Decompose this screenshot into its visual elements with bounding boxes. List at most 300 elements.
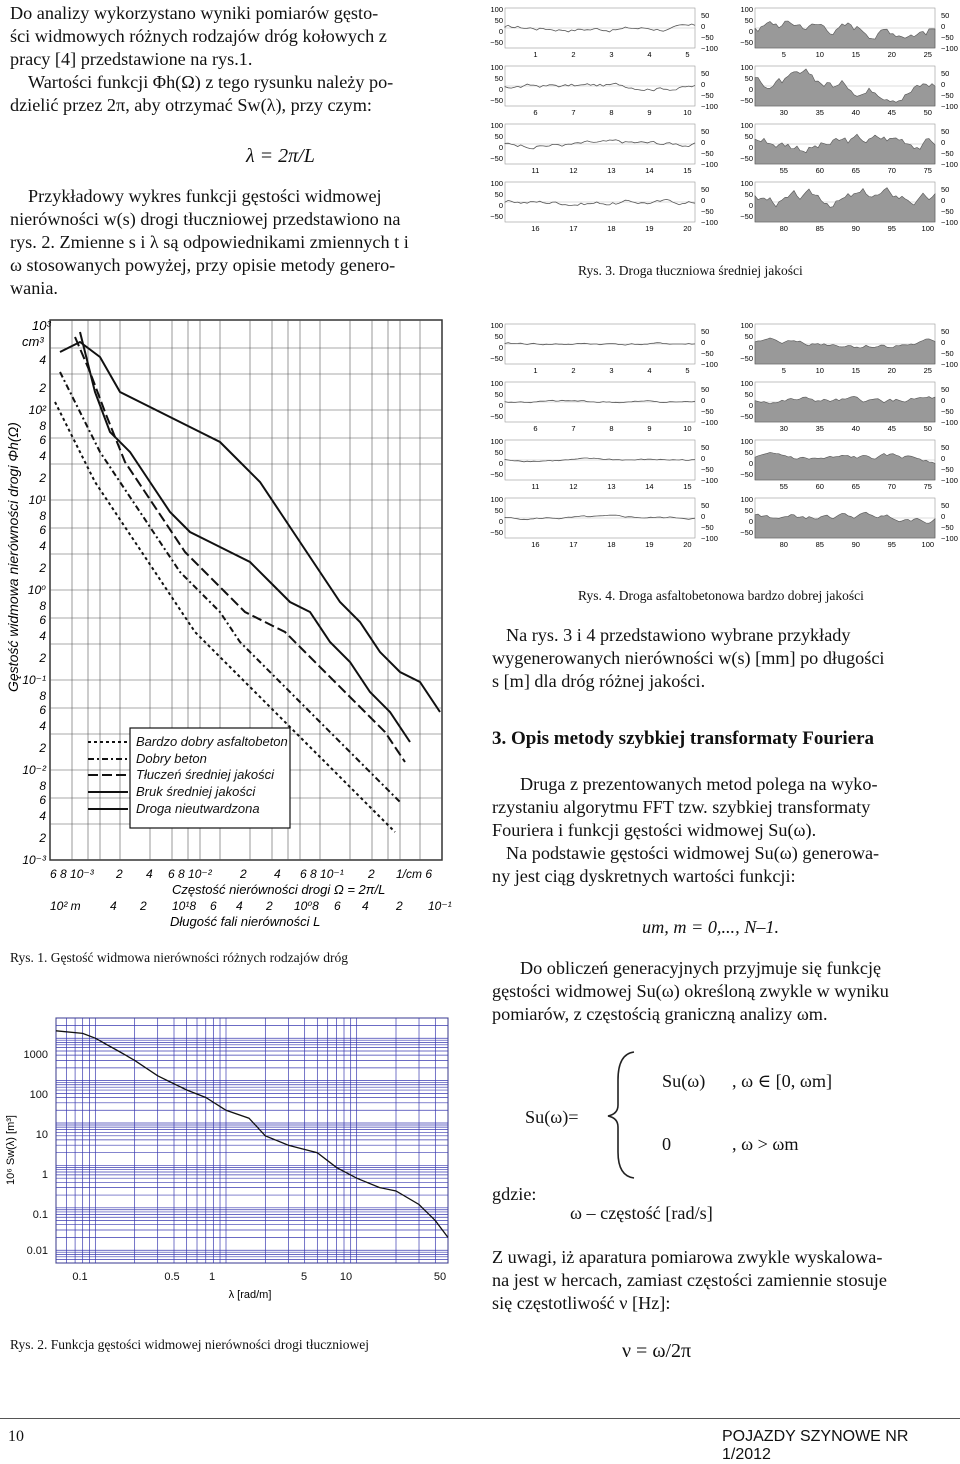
svg-text:10⁰: 10⁰ bbox=[27, 583, 46, 597]
fig2-xtick: 5 bbox=[300, 1271, 308, 1283]
profile-ytick: −50 bbox=[740, 470, 753, 479]
profile-ytick: −50 bbox=[941, 91, 954, 100]
fig2-xtick: 0.5 bbox=[164, 1271, 180, 1283]
profile-ytick: 0 bbox=[498, 143, 503, 152]
profile-ytick: 0 bbox=[701, 138, 706, 147]
profile-xtick: 40 bbox=[851, 424, 860, 433]
fig2-xtick: 10 bbox=[339, 1271, 353, 1283]
profile-ytick: −100 bbox=[701, 44, 718, 53]
profile-ytick: 50 bbox=[941, 385, 950, 394]
text-line: Na rys. 3 i 4 przedstawiono wybrane przykłady bbox=[506, 625, 851, 645]
profile-ytick: 50 bbox=[701, 69, 710, 78]
profile-ytick: −50 bbox=[490, 96, 503, 105]
svg-text:10⁻¹: 10⁻¹ bbox=[22, 673, 46, 687]
svg-text:10⁻¹: 10⁻¹ bbox=[428, 899, 452, 913]
profile-xtick: 19 bbox=[645, 224, 654, 233]
fig4-svg bbox=[490, 316, 960, 561]
text-line: pomiarów, z częstością graniczną analizy ωm. bbox=[492, 1004, 828, 1024]
svg-text:2: 2 bbox=[396, 899, 403, 913]
svg-text:2: 2 bbox=[39, 561, 46, 575]
svg-text:10¹8: 10¹8 bbox=[172, 899, 197, 913]
profile-ytick: −50 bbox=[941, 149, 954, 158]
fig2-xticks bbox=[72, 1271, 446, 1283]
profile-ytick: 50 bbox=[744, 332, 753, 341]
svg-text:4: 4 bbox=[39, 539, 46, 553]
profile-ytick: −100 bbox=[701, 534, 718, 543]
fig1-xlabel2: Długość fali nierówności L bbox=[170, 914, 321, 929]
text-line: się częstotliwość ν [Hz]: bbox=[492, 1293, 671, 1313]
profile-xtick: 60 bbox=[815, 166, 824, 175]
formula-u: um, m = 0,..., N–1. bbox=[642, 917, 780, 937]
fig2-xtick: 1 bbox=[208, 1271, 216, 1283]
profile-ytick: −100 bbox=[701, 218, 718, 227]
svg-text:4: 4 bbox=[39, 353, 46, 367]
svg-text:10⁻²: 10⁻² bbox=[22, 763, 46, 777]
profile-ytick: 50 bbox=[941, 69, 950, 78]
profile-ytick: −50 bbox=[490, 154, 503, 163]
profile-ytick: 0 bbox=[941, 80, 946, 89]
fig1-xlabel1: Częstość nierówności drogi Ω = 2π/L bbox=[172, 882, 386, 897]
profile-ytick: 0 bbox=[498, 459, 503, 468]
svg-text:2: 2 bbox=[240, 867, 247, 881]
profile-ytick: 0 bbox=[748, 143, 753, 152]
profile-xtick: 1 bbox=[533, 50, 538, 59]
profile-ytick: 0 bbox=[748, 401, 753, 410]
profile-ytick: 50 bbox=[494, 190, 503, 199]
profile-ytick: 0 bbox=[701, 454, 706, 463]
profile-ytick: 50 bbox=[494, 74, 503, 83]
text-line: gęstości widmowej Su(ω) określoną zwykle w wyniku bbox=[492, 981, 889, 1001]
svg-text:4: 4 bbox=[362, 899, 369, 913]
profile-ytick: 0 bbox=[498, 343, 503, 352]
profile-xtick: 13 bbox=[607, 166, 616, 175]
text-line: Wartości funkcji Φh(Ω) z tego rysunku należy po- bbox=[28, 72, 394, 92]
fig2-ytick: 10 bbox=[35, 1129, 48, 1141]
svg-text:2: 2 bbox=[39, 651, 46, 665]
svg-text:10⁰8: 10⁰8 bbox=[294, 899, 319, 913]
profile-xtick: 15 bbox=[683, 166, 692, 175]
profile-ytick: 50 bbox=[941, 443, 950, 452]
profile-ytick: −50 bbox=[701, 91, 714, 100]
right-text-2 bbox=[492, 773, 954, 888]
profile-xtick: 16 bbox=[531, 224, 540, 233]
svg-text:4: 4 bbox=[39, 629, 46, 643]
profile-ytick: 100 bbox=[490, 121, 503, 130]
text-line: ny jest ciąg dyskretnych wartości funkcji: bbox=[492, 866, 796, 886]
profile-ytick: 100 bbox=[740, 5, 753, 14]
profile-ytick: 0 bbox=[498, 401, 503, 410]
profile-xtick: 4 bbox=[647, 50, 652, 59]
profile-ytick: 0 bbox=[498, 85, 503, 94]
curve-tluczen bbox=[75, 337, 405, 762]
profile-ytick: −100 bbox=[701, 360, 718, 369]
profile-xtick: 75 bbox=[923, 482, 932, 491]
profile-xtick: 5 bbox=[781, 366, 786, 375]
profile-ytick: 50 bbox=[701, 501, 710, 510]
profile-xtick: 60 bbox=[815, 482, 824, 491]
profile-xtick: 20 bbox=[683, 540, 692, 549]
text-line: Przykładowy wykres funkcji gęstości widmowej bbox=[28, 186, 382, 206]
profile-ytick: 100 bbox=[740, 495, 753, 504]
svg-text:2: 2 bbox=[266, 899, 273, 913]
profile-xtick: 45 bbox=[887, 108, 896, 117]
profile-xtick: 70 bbox=[887, 166, 896, 175]
svg-text:4: 4 bbox=[146, 867, 153, 881]
fig1-yticks bbox=[22, 353, 47, 867]
fig3-panels bbox=[490, 0, 960, 250]
profile-xtick: 11 bbox=[531, 166, 540, 175]
profile-ytick: 0 bbox=[498, 201, 503, 210]
legend-entry: Bardzo dobry asfaltobeton bbox=[136, 734, 288, 749]
profile-ytick: 50 bbox=[701, 185, 710, 194]
profile-xtick: 85 bbox=[815, 224, 824, 233]
svg-text:2: 2 bbox=[116, 867, 123, 881]
svg-text:2: 2 bbox=[140, 899, 147, 913]
svg-text:6: 6 bbox=[39, 793, 46, 807]
profile-ytick: −50 bbox=[490, 212, 503, 221]
profile-xtick: 40 bbox=[851, 108, 860, 117]
text-line: rys. 2. Zmienne s i λ są odpowiednikami zmiennych t i bbox=[10, 232, 409, 252]
profile-ytick: 0 bbox=[701, 22, 706, 31]
profile-ytick: 50 bbox=[941, 185, 950, 194]
gdzie-label: gdzie: bbox=[492, 1184, 537, 1204]
profile-fill bbox=[755, 396, 935, 422]
profile-ytick: −100 bbox=[701, 160, 718, 169]
svg-text:10²: 10² bbox=[28, 403, 46, 417]
profile-ytick: −100 bbox=[941, 418, 958, 427]
profile-ytick: 50 bbox=[494, 390, 503, 399]
profile-ytick: 50 bbox=[941, 11, 950, 20]
profile-xtick: 18 bbox=[607, 224, 616, 233]
profile-xtick: 85 bbox=[815, 540, 824, 549]
svg-text:6: 6 bbox=[39, 433, 46, 447]
profile-xtick: 100 bbox=[921, 540, 935, 549]
profile-xtick: 55 bbox=[779, 166, 788, 175]
profile-ytick: 50 bbox=[701, 11, 710, 20]
profile-xtick: 50 bbox=[923, 424, 932, 433]
profile-ytick: 100 bbox=[490, 63, 503, 72]
fig2-chart bbox=[0, 1010, 460, 1310]
profile-ytick: 0 bbox=[941, 512, 946, 521]
fig2-plot-area bbox=[56, 1018, 448, 1263]
text-line: Z uwagi, iż aparatura pomiarowa zwykle wyskalowa- bbox=[492, 1247, 883, 1267]
intro-text bbox=[10, 2, 450, 117]
profile-ytick: 50 bbox=[941, 501, 950, 510]
fig3-caption: Rys. 3. Droga tłuczniowa średniej jakości bbox=[578, 263, 803, 278]
profile-ytick: 100 bbox=[490, 437, 503, 446]
profile-ytick: 0 bbox=[748, 27, 753, 36]
profile-xtick: 7 bbox=[571, 424, 576, 433]
fig1-ytop: 10³ bbox=[32, 318, 51, 333]
profile-ytick: 0 bbox=[701, 80, 706, 89]
profile-ytick: 50 bbox=[744, 390, 753, 399]
profile-xtick: 9 bbox=[647, 424, 652, 433]
profile-xtick: 75 bbox=[923, 166, 932, 175]
profile-ytick: −50 bbox=[490, 470, 503, 479]
svg-text:4: 4 bbox=[274, 867, 281, 881]
fig2-yticks bbox=[24, 1049, 48, 1257]
text-line: ści widmowych różnych rodzajów dróg kołowych z bbox=[10, 26, 387, 46]
fig1-unit: cm³ bbox=[22, 334, 44, 349]
curly-brace-icon bbox=[604, 1050, 644, 1180]
svg-text:10¹: 10¹ bbox=[28, 493, 46, 507]
profile-xtick: 14 bbox=[645, 166, 654, 175]
legend-entry: Dobry beton bbox=[136, 751, 207, 766]
profile-xtick: 13 bbox=[607, 482, 616, 491]
svg-text:6: 6 bbox=[210, 899, 217, 913]
profile-xtick: 50 bbox=[923, 108, 932, 117]
profile-xtick: 11 bbox=[531, 482, 540, 491]
text-line: ω stosowanych powyżej, przy opisie metody genero- bbox=[10, 255, 396, 275]
fig2-ytick: 100 bbox=[29, 1089, 48, 1101]
profile-ytick: 100 bbox=[740, 121, 753, 130]
svg-text:4: 4 bbox=[110, 899, 117, 913]
profile-xtick: 30 bbox=[779, 424, 788, 433]
page-number: 10 bbox=[8, 1428, 24, 1445]
profile-xtick: 7 bbox=[571, 108, 576, 117]
text-line: Druga z prezentowanych metod polega na wyko- bbox=[520, 774, 878, 794]
profile-xtick: 10 bbox=[683, 108, 692, 117]
profile-xtick: 10 bbox=[683, 424, 692, 433]
svg-text:6: 6 bbox=[39, 613, 46, 627]
profile-ytick: −50 bbox=[941, 207, 954, 216]
profile-ytick: 0 bbox=[941, 454, 946, 463]
legend-entry: Bruk średniej jakości bbox=[136, 784, 256, 799]
text-line: na jest w hercach, zamiast częstości zamiennie stosuje bbox=[492, 1270, 887, 1290]
profile-xtick: 3 bbox=[609, 50, 614, 59]
profile-ytick: 0 bbox=[748, 459, 753, 468]
profile-xtick: 19 bbox=[645, 540, 654, 549]
profile-xtick: 10 bbox=[815, 366, 824, 375]
fig1-caption: Rys. 1. Gęstość widmowa nierówności różnych rodzajów dróg bbox=[10, 950, 349, 965]
profile-ytick: −100 bbox=[701, 102, 718, 111]
svg-text:6 8 10⁻¹: 6 8 10⁻¹ bbox=[300, 867, 344, 881]
profile-ytick: −50 bbox=[701, 149, 714, 158]
fig2-caption: Rys. 2. Funkcja gęstości widmowej nierówności drogi tłuczniowej bbox=[10, 1337, 370, 1352]
svg-text:6: 6 bbox=[39, 523, 46, 537]
section-heading: 3. Opis metody szybkiej transformaty Fouriera bbox=[492, 728, 875, 749]
svg-text:2: 2 bbox=[368, 867, 375, 881]
right-text-1 bbox=[492, 624, 954, 693]
svg-text:8: 8 bbox=[39, 419, 46, 433]
profile-ytick: 50 bbox=[701, 443, 710, 452]
svg-text:2: 2 bbox=[39, 471, 46, 485]
profile-ytick: 0 bbox=[498, 517, 503, 526]
profile-ytick: −50 bbox=[701, 407, 714, 416]
profile-ytick: 0 bbox=[941, 396, 946, 405]
profile-xtick: 6 bbox=[533, 108, 538, 117]
profile-ytick: 0 bbox=[701, 512, 706, 521]
profile-xtick: 8 bbox=[609, 424, 614, 433]
profile-ytick: −50 bbox=[490, 412, 503, 421]
profile-xtick: 17 bbox=[569, 540, 578, 549]
profile-xtick: 18 bbox=[607, 540, 616, 549]
profile-ytick: 0 bbox=[941, 196, 946, 205]
profile-xtick: 10 bbox=[815, 50, 824, 59]
profile-ytick: 50 bbox=[744, 132, 753, 141]
profile-ytick: 100 bbox=[740, 321, 753, 330]
profile-ytick: 0 bbox=[748, 85, 753, 94]
profile-ytick: 0 bbox=[498, 27, 503, 36]
fig2-xlabel: λ [rad/m] bbox=[228, 1289, 272, 1301]
profile-ytick: −100 bbox=[941, 360, 958, 369]
text-line: pracy [4] przedstawione na rys.1. bbox=[10, 49, 253, 69]
profile-ytick: −100 bbox=[941, 102, 958, 111]
text-line: Fouriera i funkcji gęstości widmowej Su(ω). bbox=[492, 820, 817, 840]
profile-ytick: 100 bbox=[490, 379, 503, 388]
profile-ytick: 0 bbox=[941, 138, 946, 147]
profile-xtick: 95 bbox=[887, 224, 896, 233]
footer-rule bbox=[0, 1418, 960, 1419]
profile-ytick: 0 bbox=[748, 517, 753, 526]
profile-ytick: −50 bbox=[740, 154, 753, 163]
profile-ytick: −50 bbox=[740, 212, 753, 221]
right-text-3 bbox=[492, 957, 954, 1026]
fig2-ytick: 1000 bbox=[23, 1049, 48, 1061]
profile-xtick: 80 bbox=[779, 540, 788, 549]
svg-text:2: 2 bbox=[39, 741, 46, 755]
profile-ytick: −50 bbox=[740, 528, 753, 537]
legend-entry: Droga nieutwardzona bbox=[136, 801, 260, 816]
svg-text:4: 4 bbox=[39, 809, 46, 823]
fig3-svg bbox=[490, 0, 960, 245]
journal-name: POJAZDY SZYNOWE NR 1/2012 bbox=[722, 1428, 909, 1463]
profile-xtick: 5 bbox=[685, 50, 690, 59]
text-line: Do obliczeń generacyjnych przyjmuje się funkcję bbox=[520, 958, 882, 978]
profile-xtick: 100 bbox=[921, 224, 935, 233]
profile-ytick: 50 bbox=[701, 127, 710, 136]
text-line: Do analizy wykorzystano wyniki pomiarów gęsto- bbox=[10, 3, 379, 23]
profile-ytick: 50 bbox=[494, 132, 503, 141]
svg-text:6: 6 bbox=[334, 899, 341, 913]
profile-xtick: 70 bbox=[887, 482, 896, 491]
profile-ytick: 50 bbox=[744, 190, 753, 199]
profile-xtick: 45 bbox=[887, 424, 896, 433]
profile-ytick: −100 bbox=[941, 476, 958, 485]
svg-text:1/cm 6: 1/cm 6 bbox=[396, 867, 433, 881]
text-line: nierówności w(s) drogi tłuczniowej przedstawiono na bbox=[10, 209, 401, 229]
su-lhs: Su(ω)= bbox=[525, 1107, 579, 1127]
profile-ytick: −50 bbox=[490, 528, 503, 537]
profile-ytick: −50 bbox=[740, 412, 753, 421]
text-line: wygenerowanych nierówności w(s) [mm] po długości bbox=[492, 648, 885, 668]
fig2-ylabel: 10⁶ Sw(λ) [m³] bbox=[5, 1115, 17, 1185]
omega-definition: ω – częstość [rad/s] bbox=[570, 1203, 713, 1223]
text-line: wania. bbox=[10, 278, 58, 298]
svg-text:4: 4 bbox=[236, 899, 243, 913]
fig4-caption: Rys. 4. Droga asfaltobetonowa bardzo dobrej jakości bbox=[578, 588, 864, 603]
fig2-xtick: 50 bbox=[433, 1271, 447, 1283]
case2-value: 0 bbox=[662, 1134, 672, 1154]
profile-ytick: −50 bbox=[941, 33, 954, 42]
profile-xtick: 3 bbox=[609, 366, 614, 375]
profile-ytick: 100 bbox=[490, 495, 503, 504]
profile-ytick: −100 bbox=[701, 476, 718, 485]
profile-xtick: 55 bbox=[779, 482, 788, 491]
profile-ytick: 100 bbox=[490, 179, 503, 188]
legend-entry: Tłuczeń średniej jakości bbox=[136, 767, 275, 782]
profile-ytick: −50 bbox=[941, 407, 954, 416]
svg-text:10⁻³: 10⁻³ bbox=[22, 853, 46, 867]
profile-xtick: 12 bbox=[569, 166, 578, 175]
profile-ytick: −50 bbox=[701, 33, 714, 42]
case1-condition: , ω ∈ [0, ωm] bbox=[732, 1071, 833, 1091]
profile-xtick: 65 bbox=[851, 166, 860, 175]
profile-xtick: 12 bbox=[569, 482, 578, 491]
profile-xtick: 8 bbox=[609, 108, 614, 117]
profile-ytick: 50 bbox=[744, 16, 753, 25]
profile-ytick: 50 bbox=[494, 332, 503, 341]
profile-xtick: 2 bbox=[571, 50, 576, 59]
fig1-xticks1 bbox=[50, 867, 432, 881]
profile-ytick: 100 bbox=[740, 379, 753, 388]
svg-text:10² m: 10² m bbox=[50, 899, 81, 913]
svg-text:4: 4 bbox=[39, 449, 46, 463]
formula-lambda: λ = 2π/L bbox=[246, 145, 315, 167]
profile-ytick: −50 bbox=[941, 523, 954, 532]
profile-ytick: −50 bbox=[701, 523, 714, 532]
profile-ytick: 0 bbox=[748, 343, 753, 352]
profile-xtick: 20 bbox=[887, 50, 896, 59]
profile-ytick: 100 bbox=[740, 179, 753, 188]
fig2-ytick: 1 bbox=[41, 1169, 48, 1181]
svg-text:6: 6 bbox=[39, 703, 46, 717]
profile-xtick: 15 bbox=[683, 482, 692, 491]
profile-xtick: 5 bbox=[685, 366, 690, 375]
profile-ytick: 100 bbox=[740, 437, 753, 446]
profile-ytick: 100 bbox=[740, 63, 753, 72]
profile-ytick: −50 bbox=[941, 349, 954, 358]
svg-text:8: 8 bbox=[39, 509, 46, 523]
profile-ytick: −50 bbox=[701, 349, 714, 358]
text-line: dzielić przez 2π, aby otrzymać Sw(λ), przy czym: bbox=[10, 95, 372, 115]
profile-fill bbox=[755, 452, 935, 480]
fig4-panels bbox=[490, 316, 960, 566]
profile-ytick: −50 bbox=[740, 354, 753, 363]
curve-bruk bbox=[80, 332, 410, 742]
svg-text:8: 8 bbox=[39, 599, 46, 613]
profile-xtick: 30 bbox=[779, 108, 788, 117]
profile-ytick: −50 bbox=[701, 465, 714, 474]
svg-text:4: 4 bbox=[39, 719, 46, 733]
right-text-4 bbox=[492, 1246, 954, 1315]
profile-ytick: −100 bbox=[941, 218, 958, 227]
profile-xtick: 90 bbox=[851, 540, 860, 549]
profile-ytick: 50 bbox=[494, 16, 503, 25]
profile-xtick: 65 bbox=[851, 482, 860, 491]
profile-ytick: −50 bbox=[490, 38, 503, 47]
profile-ytick: −100 bbox=[701, 418, 718, 427]
profile-xtick: 20 bbox=[887, 366, 896, 375]
profile-ytick: 0 bbox=[701, 338, 706, 347]
profile-xtick: 4 bbox=[647, 366, 652, 375]
text-line: Na podstawie gęstości widmowej Su(ω) generowa- bbox=[506, 843, 880, 863]
profile-ytick: −50 bbox=[490, 354, 503, 363]
svg-text:2: 2 bbox=[39, 381, 46, 395]
fig2-ytick: 0.01 bbox=[26, 1245, 48, 1257]
intro-text-2 bbox=[10, 185, 450, 300]
profile-ytick: 100 bbox=[490, 5, 503, 14]
profile-xtick: 6 bbox=[533, 424, 538, 433]
svg-text:6 8 10⁻³: 6 8 10⁻³ bbox=[50, 867, 94, 881]
profile-xtick: 80 bbox=[779, 224, 788, 233]
profile-ytick: 100 bbox=[490, 321, 503, 330]
profile-ytick: 50 bbox=[744, 74, 753, 83]
profile-ytick: 50 bbox=[744, 506, 753, 515]
profile-ytick: 50 bbox=[494, 448, 503, 457]
profile-ytick: 50 bbox=[701, 327, 710, 336]
svg-text:2: 2 bbox=[39, 831, 46, 845]
